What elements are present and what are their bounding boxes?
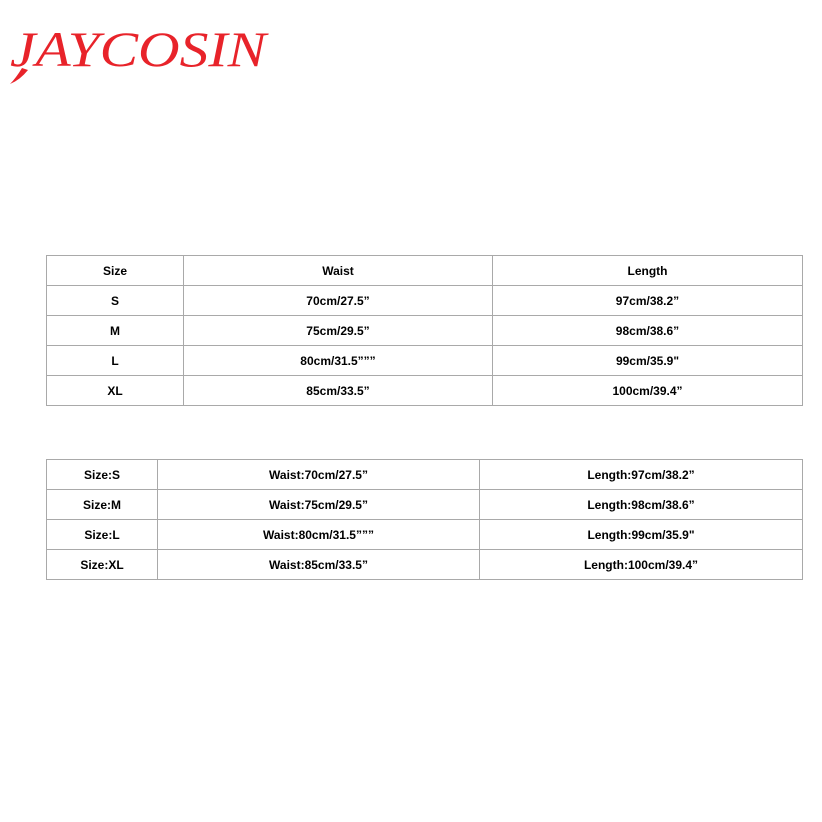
cell-length: 98cm/38.6” bbox=[493, 316, 803, 346]
cell-waist: 85cm/33.5” bbox=[184, 376, 493, 406]
table-row bbox=[47, 376, 803, 406]
table-row bbox=[47, 550, 803, 580]
cell-size: Size:S bbox=[47, 460, 158, 490]
cell-size: Size:M bbox=[47, 490, 158, 520]
brand-logo-graphic bbox=[8, 6, 278, 86]
cell-length: Length:97cm/38.2” bbox=[480, 460, 803, 490]
cell-waist: 75cm/29.5” bbox=[184, 316, 493, 346]
table-row bbox=[47, 346, 803, 376]
cell-waist: Waist:75cm/29.5” bbox=[158, 490, 480, 520]
cell-length: 100cm/39.4” bbox=[493, 376, 803, 406]
cell-size: S bbox=[47, 286, 184, 316]
table-row bbox=[47, 490, 803, 520]
header-waist: Waist bbox=[184, 256, 493, 286]
header-size: Size bbox=[47, 256, 184, 286]
cell-waist: 70cm/27.5” bbox=[184, 286, 493, 316]
cell-size: Size:L bbox=[47, 520, 158, 550]
brand-logo bbox=[8, 6, 278, 86]
cell-length: Length:99cm/35.9" bbox=[480, 520, 803, 550]
cell-length: 99cm/35.9" bbox=[493, 346, 803, 376]
table-row bbox=[47, 520, 803, 550]
brand-logo-text: JAYCOSIN bbox=[10, 21, 270, 77]
table-row bbox=[47, 460, 803, 490]
size-chart-table bbox=[46, 255, 803, 406]
table-row bbox=[47, 286, 803, 316]
cell-length: Length:100cm/39.4” bbox=[480, 550, 803, 580]
cell-length: Length:98cm/38.6” bbox=[480, 490, 803, 520]
table-row bbox=[47, 316, 803, 346]
table-header-row bbox=[47, 256, 803, 286]
cell-size: XL bbox=[47, 376, 184, 406]
cell-waist: Waist:80cm/31.5””” bbox=[158, 520, 480, 550]
size-chart-labeled-table bbox=[46, 459, 803, 580]
cell-size: L bbox=[47, 346, 184, 376]
cell-size: Size:XL bbox=[47, 550, 158, 580]
cell-waist: Waist:85cm/33.5” bbox=[158, 550, 480, 580]
cell-length: 97cm/38.2” bbox=[493, 286, 803, 316]
cell-size: M bbox=[47, 316, 184, 346]
cell-waist: Waist:70cm/27.5” bbox=[158, 460, 480, 490]
header-length: Length bbox=[493, 256, 803, 286]
cell-waist: 80cm/31.5””” bbox=[184, 346, 493, 376]
